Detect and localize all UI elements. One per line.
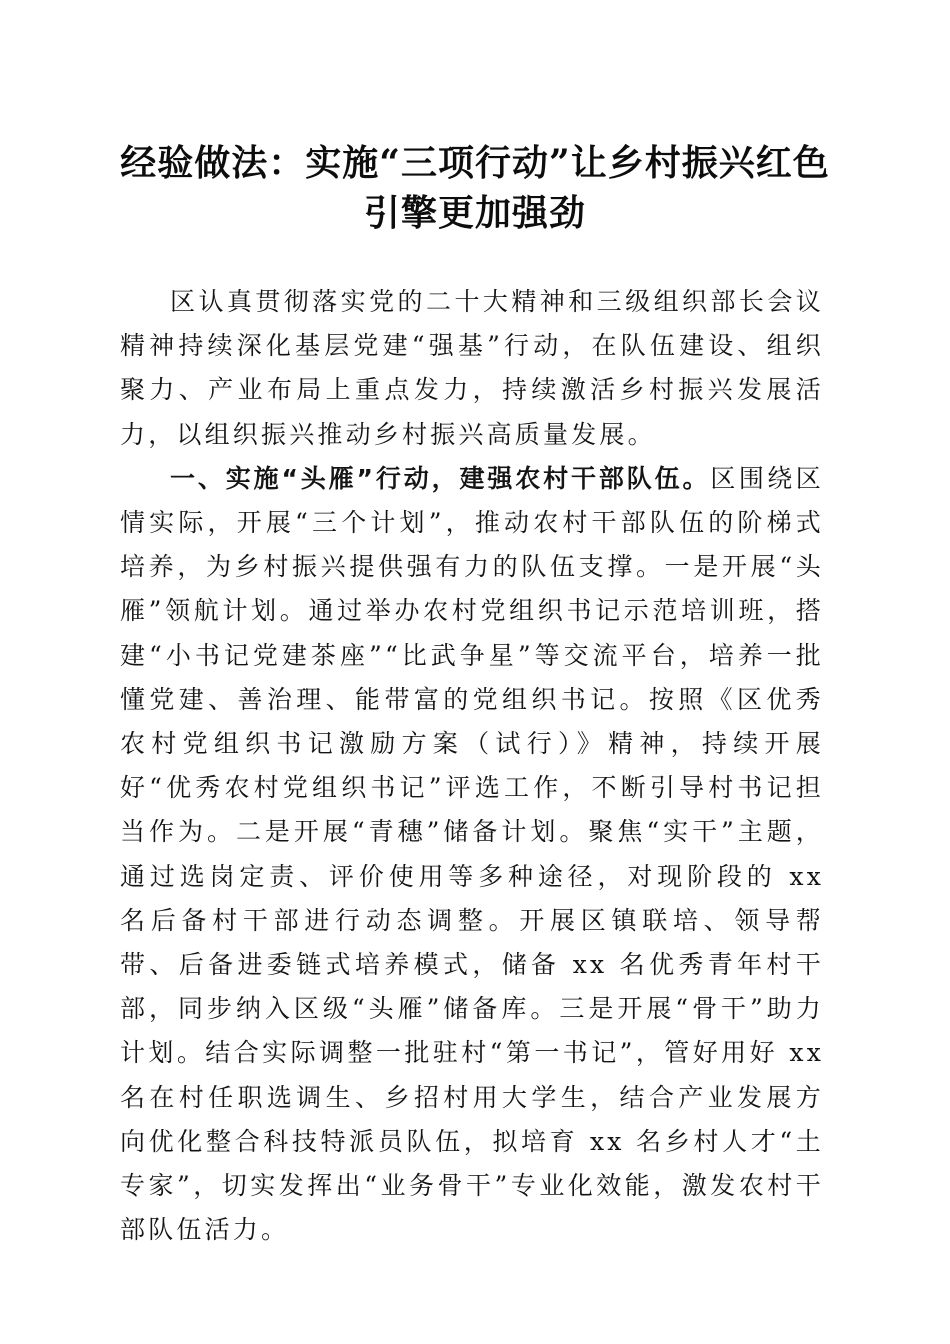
section-one-heading: 一、实施“头雁”行动，建强农村干部队伍。 xyxy=(170,463,711,493)
title-line-2: 引擎更加强劲 xyxy=(363,192,586,234)
intro-paragraph-text: 区认真贯彻落实党的二十大精神和三级组织部长会议精神持续深化基层党建“强基”行动，在队伍建设、组织聚力、产业布局上重点发力，持续激活乡村振兴发展活力，以组织振兴推动乡村振兴高质量发展。 xyxy=(120,287,824,449)
document-title xyxy=(100,138,850,238)
section-one-text: 区围绕区情实际，开展“三个计划”，推动农村干部队伍的阶梯式培养，为乡村振兴提供强有力的队伍支撑。一是开展“头雁”领航计划。通过举办农村党组织书记示范培训班，搭建“小书记党建茶座”“比武争星”等交流平台，培养一批懂党建、善治理、能带富的党组织书记。按照《区优秀农村党组织书记激励方案（试行）》精神，持续开展好“优秀农村党组织书记”评选工作，不断引导村书记担当作为。二是开展“青穗”储备计划。聚焦“实干”主题，通过选岗定责、评价使用等多种途径，对现阶段的 xx 名后备村干部进行动态调整。开展区镇联培、领导帮带、后备进委链式培养模式，储备 xx 名优秀青年村干部，同步纳入区级“头雁”储备库。三是开展“骨干”助力计划。结合实际调整一批驻村“第一书记”，管好用好 xx 名在村任职选调生、乡招村用大学生，结合产业发展方向优化整合科技特派员队伍，拟培育 xx 名乡村人才“土专家”，切实发挥出“业务骨干”专业化效能，激发农村干部队伍活力。 xyxy=(120,463,824,1245)
section-one-paragraph xyxy=(120,457,824,1253)
document-body xyxy=(120,280,824,1252)
title-line-1: 经验做法：实施“三项行动”让乡村振兴红色 xyxy=(120,142,830,184)
intro-paragraph xyxy=(120,280,824,457)
